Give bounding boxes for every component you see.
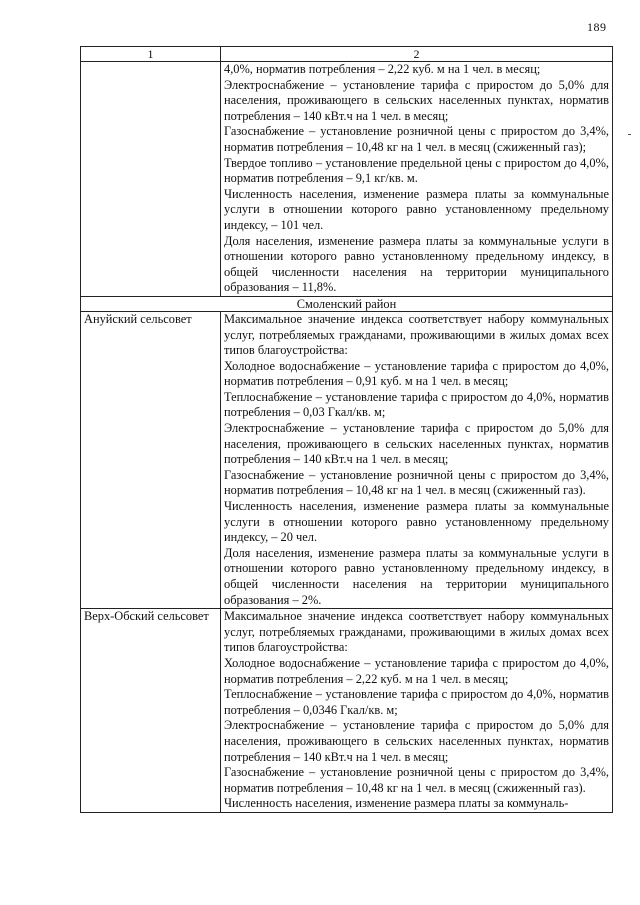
paragraph: Максимальное значение индекса соответствует набору коммунальных услуг, потребляемых гражданами, проживающими в жилых домах всех типов благоустройства:	[224, 311, 609, 358]
paragraph: Численность населения, изменение размера платы за коммуналь-	[224, 796, 569, 811]
paragraph: Электроснабжение – установление тарифа с приростом до 5,0% для населения, проживающего в сельских населенных пунктах, норматив потребления – 140 кВт.ч на 1 чел. в месяц;	[224, 718, 609, 764]
continuation-row	[81, 62, 613, 297]
section-row	[81, 296, 613, 311]
paragraph: Газоснабжение – установление розничной цены с приростом до 3,4%, норматив потребления – 10,48 кг на 1 чел. в месяц (сжиженный газ);	[224, 124, 609, 154]
header-row	[81, 47, 613, 62]
municipality-name: Верх-Обский сельсовет	[81, 609, 221, 813]
municipality-text-cell	[221, 311, 613, 608]
page-number: 189	[587, 20, 607, 34]
paragraph: Холодное водоснабжение – установление тарифа с приростом до 4,0%, норматив потребления – 2,22 куб. м на 1 чел. в месяц;	[224, 655, 609, 686]
table-row	[81, 311, 613, 608]
table-row	[81, 609, 613, 813]
margin-mark	[628, 134, 631, 135]
paragraph: Доля населения, изменение размера платы за коммунальные услуги в отношении которого равно установленному предельному индексу, в общей численности населения на территории муниципального образования – 2%.	[224, 545, 609, 607]
municipality-name: Ануйский сельсовет	[81, 311, 221, 608]
paragraph: Электроснабжение – установление тарифа с приростом до 5,0% для населения, проживающего в сельских населенных пунктах, норматив потребления – 140 кВт.ч на 1 чел. в месяц;	[224, 77, 609, 123]
paragraph: Теплоснабжение – установление тарифа с приростом до 4,0%, норматив потребления – 0,0346 Гкал/кв. м;	[224, 687, 609, 717]
paragraph: Доля населения, изменение размера платы за коммунальные услуги в отношении которого равно установленному предельному индексу, в общей численности населения на территории муниципального образования – 11,8%.	[224, 233, 609, 295]
paragraph: Электроснабжение – установление тарифа с приростом до 5,0% для населения, проживающего в сельских населенных пунктах, норматив потребления – 140 кВт.ч на 1 чел. в месяц;	[224, 421, 609, 467]
paragraph: Газоснабжение – установление розничной цены с приростом до 3,4%, норматив потребления – 10,48 кг на 1 чел. в месяц (сжиженный газ).	[224, 765, 609, 795]
paragraph: Холодное водоснабжение – установление тарифа с приростом до 4,0%, норматив потребления – 0,91 куб. м на 1 чел. в месяц;	[224, 358, 609, 389]
header-col-2: 2	[221, 47, 613, 62]
paragraph: Теплоснабжение – установление тарифа с приростом до 4,0%, норматив потребления – 0,03 Гкал/кв. м;	[224, 389, 609, 420]
paragraph: Газоснабжение – установление розничной цены с приростом до 3,4%, норматив потребления – 10,48 кг на 1 чел. в месяц (сжиженный газ).	[224, 467, 609, 498]
continuation-name-cell	[81, 62, 221, 297]
section-title: Смоленский район	[81, 296, 613, 311]
municipality-text-cell	[221, 609, 613, 813]
header-col-1: 1	[81, 47, 221, 62]
document-table	[80, 46, 613, 813]
paragraph: Численность населения, изменение размера платы за коммунальные услуги в отношении которого равно установленному предельному индексу, – 20 чел.	[224, 499, 609, 545]
paragraph: Численность населения, изменение размера платы за коммунальные услуги в отношении которого равно установленному предельному индексу, – 101 чел.	[224, 186, 609, 232]
continuation-text-cell	[221, 62, 613, 297]
paragraph: 4,0%, норматив потребления – 2,22 куб. м на 1 чел. в месяц;	[224, 62, 541, 76]
paragraph: Максимальное значение индекса соответствует набору коммунальных услуг, потребляемых гражданами, проживающими в жилых домах всех типов благоустройства:	[224, 609, 609, 655]
paragraph: Твердое топливо – установление предельной цены с приростом до 4,0%, норматив потребления – 9,1 кг/кв. м.	[224, 155, 609, 186]
